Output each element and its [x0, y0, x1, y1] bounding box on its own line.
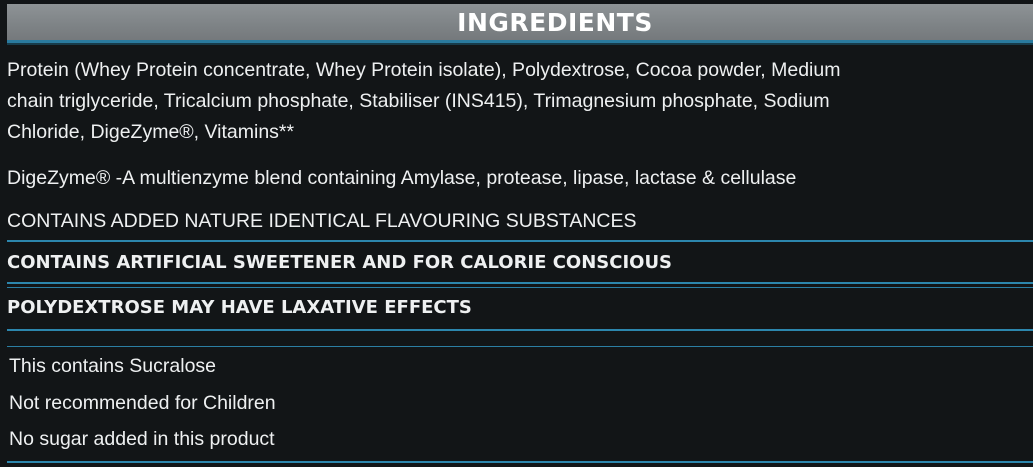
divider-2b	[7, 287, 1033, 288]
divider-bottom	[7, 461, 1033, 463]
flavouring-statement: CONTAINS ADDED NATURE IDENTICAL FLAVOURING SUBSTANCES	[7, 210, 637, 232]
note-sucralose: This contains Sucralose	[9, 355, 217, 377]
ingredients-header	[7, 4, 1033, 40]
header-divider	[7, 40, 1033, 45]
laxative-statement: POLYDEXTROSE MAY HAVE LAXATIVE EFFECTS	[7, 297, 472, 318]
divider-2a	[7, 282, 1033, 284]
digezyme-note: DigeZyme® -A multienzyme blend containing Amylase, protease, lipase, lactase & cellulase	[7, 167, 797, 189]
ingredients-line-1: Protein (Whey Protein concentrate, Whey Protein isolate), Polydextrose, Cocoa powder, Medium	[7, 59, 841, 81]
ingredients-line-3: Chloride, DigeZyme®, Vitamins**	[7, 121, 295, 143]
ingredients-line-2: chain triglyceride, Tricalcium phosphate, Stabiliser (INS415), Trimagnesium phosphate, Sodium	[7, 90, 830, 112]
ingredients-title: INGREDIENTS	[457, 7, 653, 37]
divider-3b	[7, 346, 1033, 347]
sweetener-statement: CONTAINS ARTIFICIAL SWEETENER AND FOR CALORIE CONSCIOUS	[7, 252, 673, 273]
note-children: Not recommended for Children	[9, 392, 276, 414]
divider-3a	[7, 329, 1033, 331]
note-no-sugar: No sugar added in this product	[9, 428, 275, 450]
divider-1	[7, 240, 1033, 242]
